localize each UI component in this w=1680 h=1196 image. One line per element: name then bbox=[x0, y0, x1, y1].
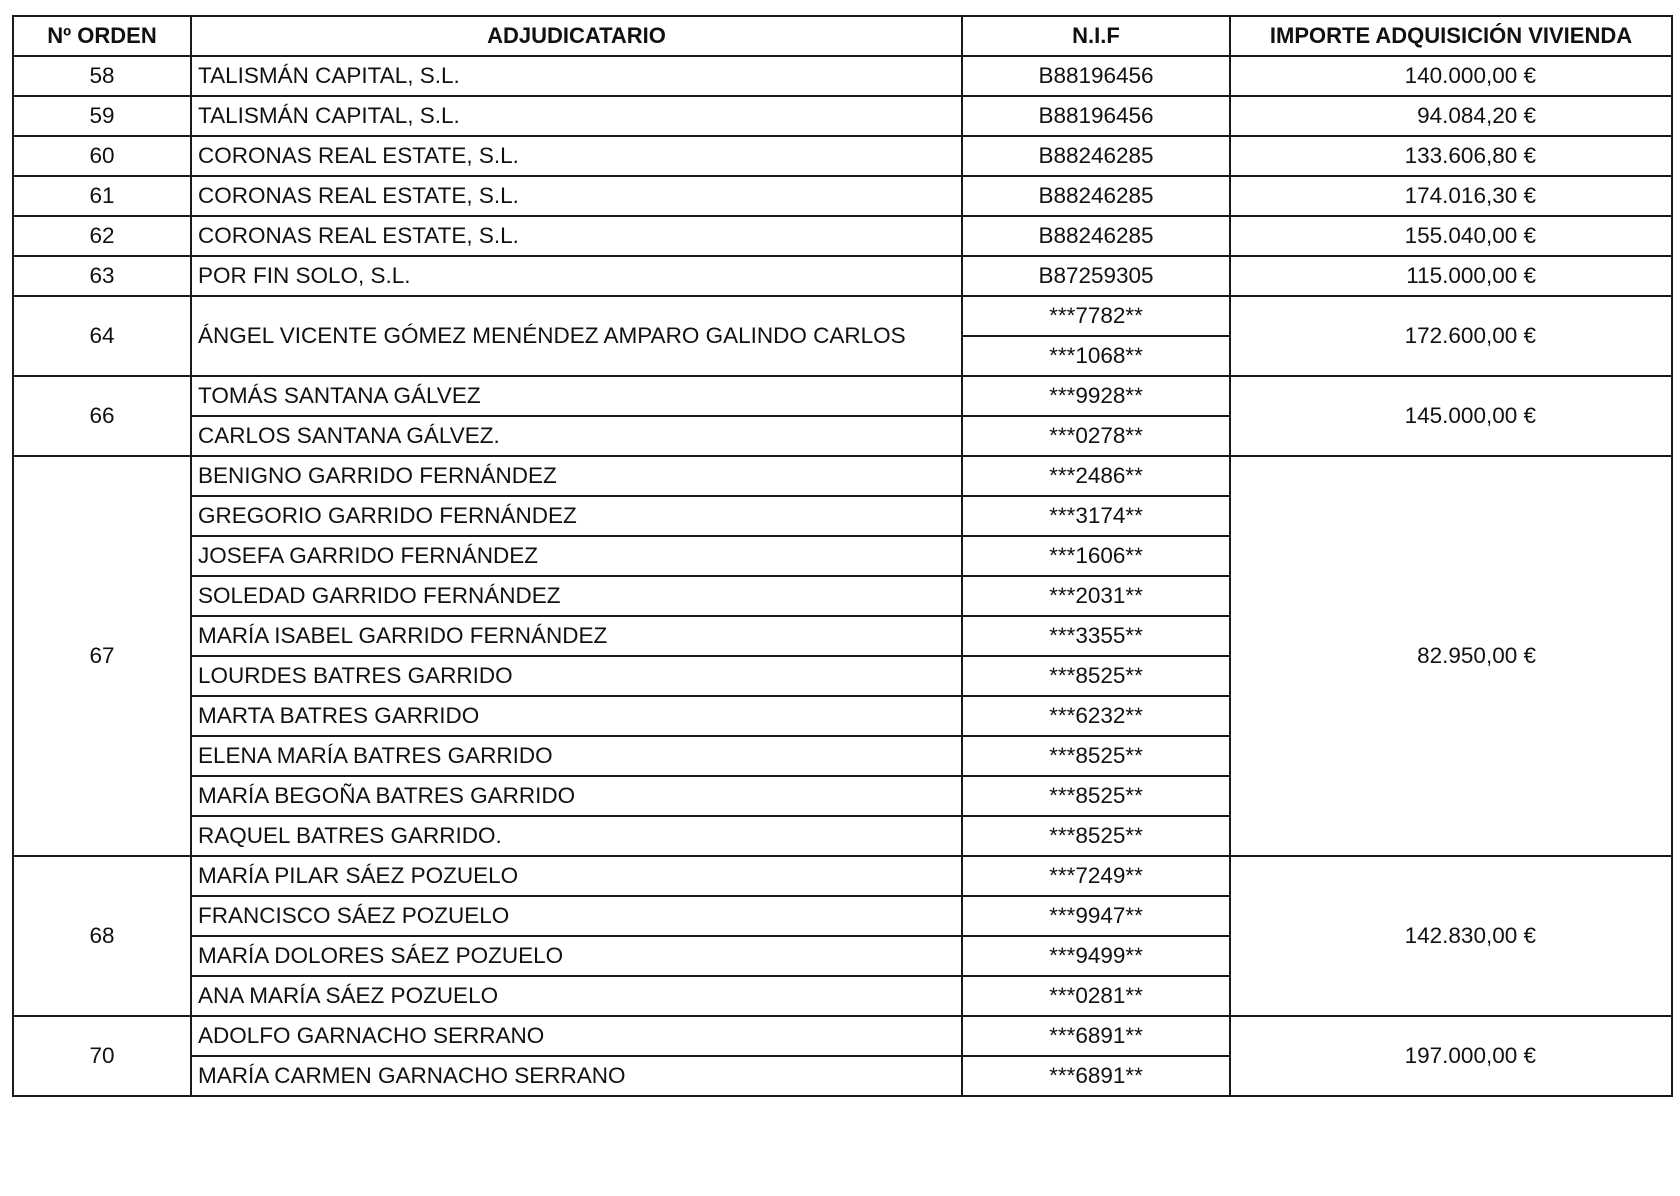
adjudicatario-cell: TALISMÁN CAPITAL, S.L. bbox=[191, 56, 962, 96]
importe-cell: 133.606,80 € bbox=[1230, 136, 1672, 176]
nif-cell: ***3355** bbox=[962, 616, 1230, 656]
orden-cell: 59 bbox=[13, 96, 191, 136]
adjudicatarios-table bbox=[12, 15, 1673, 1097]
table-row bbox=[13, 376, 1672, 416]
importe-cell: 155.040,00 € bbox=[1230, 216, 1672, 256]
adjudicatario-cell: MARÍA BEGOÑA BATRES GARRIDO bbox=[191, 776, 962, 816]
orden-cell: 67 bbox=[13, 456, 191, 856]
importe-cell: 142.830,00 € bbox=[1230, 856, 1672, 1016]
table-row bbox=[13, 296, 1672, 336]
importe-cell: 94.084,20 € bbox=[1230, 96, 1672, 136]
nif-cell: ***6891** bbox=[962, 1056, 1230, 1096]
header-orden: Nº ORDEN bbox=[13, 16, 191, 56]
table-row bbox=[13, 856, 1672, 896]
nif-cell: ***9928** bbox=[962, 376, 1230, 416]
nif-cell: B88246285 bbox=[962, 176, 1230, 216]
adjudicatario-cell: ADOLFO GARNACHO SERRANO bbox=[191, 1016, 962, 1056]
adjudicatario-cell: MARÍA PILAR SÁEZ POZUELO bbox=[191, 856, 962, 896]
orden-cell: 60 bbox=[13, 136, 191, 176]
nif-cell: ***8525** bbox=[962, 656, 1230, 696]
adjudicatario-cell: SOLEDAD GARRIDO FERNÁNDEZ bbox=[191, 576, 962, 616]
importe-cell: 145.000,00 € bbox=[1230, 376, 1672, 456]
header-adjudicatario: ADJUDICATARIO bbox=[191, 16, 962, 56]
importe-cell: 140.000,00 € bbox=[1230, 56, 1672, 96]
header-row bbox=[13, 16, 1672, 56]
nif-cell: ***9947** bbox=[962, 896, 1230, 936]
importe-cell: 197.000,00 € bbox=[1230, 1016, 1672, 1096]
orden-cell: 66 bbox=[13, 376, 191, 456]
table-row bbox=[13, 256, 1672, 296]
adjudicatario-cell: ELENA MARÍA BATRES GARRIDO bbox=[191, 736, 962, 776]
nif-cell: ***0281** bbox=[962, 976, 1230, 1016]
orden-cell: 68 bbox=[13, 856, 191, 1016]
adjudicatario-cell: CARLOS SANTANA GÁLVEZ. bbox=[191, 416, 962, 456]
adjudicatario-cell: MARTA BATRES GARRIDO bbox=[191, 696, 962, 736]
nif-cell: ***8525** bbox=[962, 736, 1230, 776]
importe-cell: 115.000,00 € bbox=[1230, 256, 1672, 296]
header-importe: IMPORTE ADQUISICIÓN VIVIENDA bbox=[1230, 16, 1672, 56]
nif-cell: B88246285 bbox=[962, 216, 1230, 256]
nif-cell: ***7782** bbox=[962, 296, 1230, 336]
orden-cell: 62 bbox=[13, 216, 191, 256]
adjudicatario-cell: MARÍA CARMEN GARNACHO SERRANO bbox=[191, 1056, 962, 1096]
adjudicatario-cell: GREGORIO GARRIDO FERNÁNDEZ bbox=[191, 496, 962, 536]
adjudicatario-cell: MARÍA DOLORES SÁEZ POZUELO bbox=[191, 936, 962, 976]
orden-cell: 70 bbox=[13, 1016, 191, 1096]
orden-cell: 63 bbox=[13, 256, 191, 296]
adjudicatario-cell: CORONAS REAL ESTATE, S.L. bbox=[191, 216, 962, 256]
orden-cell: 61 bbox=[13, 176, 191, 216]
table-row bbox=[13, 456, 1672, 496]
nif-cell: ***8525** bbox=[962, 776, 1230, 816]
header-nif: N.I.F bbox=[962, 16, 1230, 56]
nif-cell: ***1606** bbox=[962, 536, 1230, 576]
adjudicatario-cell: BENIGNO GARRIDO FERNÁNDEZ bbox=[191, 456, 962, 496]
table-row bbox=[13, 176, 1672, 216]
nif-cell: ***9499** bbox=[962, 936, 1230, 976]
nif-cell: ***1068** bbox=[962, 336, 1230, 376]
importe-cell: 172.600,00 € bbox=[1230, 296, 1672, 376]
orden-cell: 58 bbox=[13, 56, 191, 96]
adjudicatario-cell: ÁNGEL VICENTE GÓMEZ MENÉNDEZ AMPARO GALINDO CARLOS bbox=[191, 296, 962, 376]
table-row bbox=[13, 136, 1672, 176]
orden-cell: 64 bbox=[13, 296, 191, 376]
table-row bbox=[13, 56, 1672, 96]
table-row bbox=[13, 96, 1672, 136]
table-body bbox=[13, 56, 1672, 1096]
nif-cell: ***0278** bbox=[962, 416, 1230, 456]
nif-cell: ***2486** bbox=[962, 456, 1230, 496]
adjudicatario-cell: FRANCISCO SÁEZ POZUELO bbox=[191, 896, 962, 936]
importe-cell: 174.016,30 € bbox=[1230, 176, 1672, 216]
nif-cell: ***6232** bbox=[962, 696, 1230, 736]
adjudicatario-cell: ANA MARÍA SÁEZ POZUELO bbox=[191, 976, 962, 1016]
adjudicatario-cell: POR FIN SOLO, S.L. bbox=[191, 256, 962, 296]
table-row bbox=[13, 216, 1672, 256]
importe-cell: 82.950,00 € bbox=[1230, 456, 1672, 856]
nif-cell: B87259305 bbox=[962, 256, 1230, 296]
adjudicatario-cell: JOSEFA GARRIDO FERNÁNDEZ bbox=[191, 536, 962, 576]
nif-cell: ***2031** bbox=[962, 576, 1230, 616]
nif-cell: ***8525** bbox=[962, 816, 1230, 856]
nif-cell: ***7249** bbox=[962, 856, 1230, 896]
nif-cell: B88246285 bbox=[962, 136, 1230, 176]
adjudicatario-cell: CORONAS REAL ESTATE, S.L. bbox=[191, 136, 962, 176]
adjudicatario-cell: CORONAS REAL ESTATE, S.L. bbox=[191, 176, 962, 216]
adjudicatario-cell: TOMÁS SANTANA GÁLVEZ bbox=[191, 376, 962, 416]
nif-cell: ***3174** bbox=[962, 496, 1230, 536]
table-row bbox=[13, 1016, 1672, 1056]
adjudicatario-cell: LOURDES BATRES GARRIDO bbox=[191, 656, 962, 696]
nif-cell: ***6891** bbox=[962, 1016, 1230, 1056]
nif-cell: B88196456 bbox=[962, 96, 1230, 136]
nif-cell: B88196456 bbox=[962, 56, 1230, 96]
adjudicatario-cell: TALISMÁN CAPITAL, S.L. bbox=[191, 96, 962, 136]
adjudicatario-cell: MARÍA ISABEL GARRIDO FERNÁNDEZ bbox=[191, 616, 962, 656]
adjudicatario-cell: RAQUEL BATRES GARRIDO. bbox=[191, 816, 962, 856]
